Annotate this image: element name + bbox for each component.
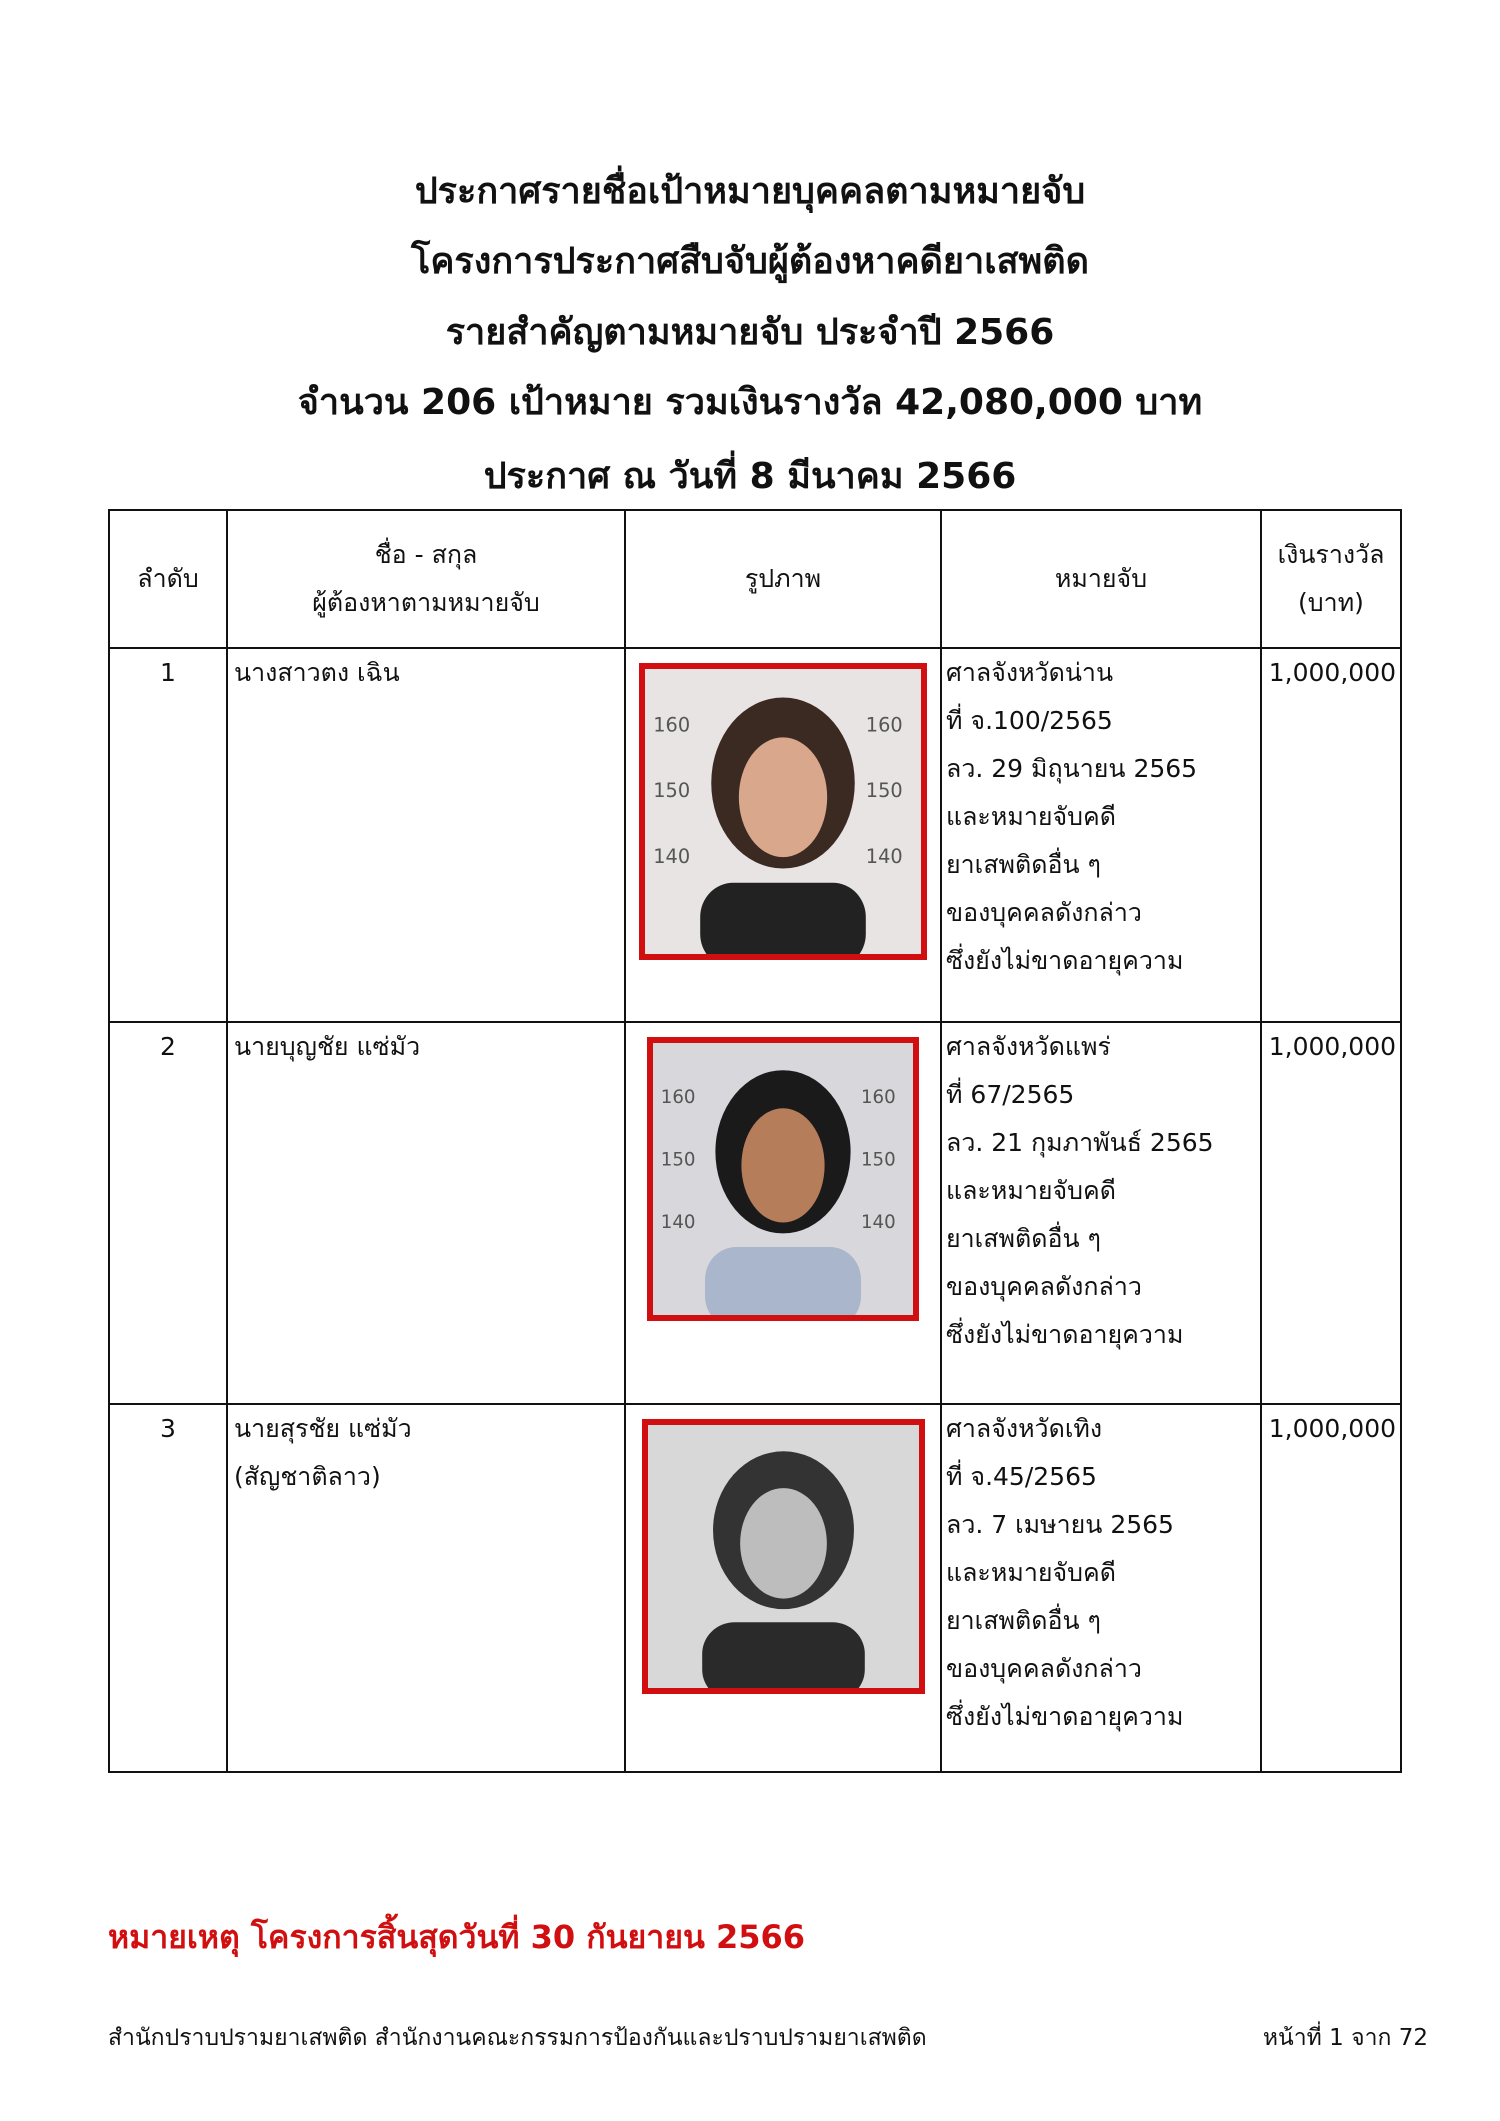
- suspect-photo: [647, 1037, 919, 1321]
- suspect-photo: [642, 1419, 925, 1694]
- warrant-line: ที่ จ.100/2565: [946, 706, 1113, 735]
- name-line: นางสาวตง เฉิน: [234, 658, 400, 687]
- warrant-line: ลว. 7 เมษายน 2565: [946, 1510, 1174, 1539]
- svg-text:160: 160: [653, 713, 691, 737]
- svg-text:150: 150: [861, 1149, 896, 1171]
- warrant-line: ลว. 21 กุมภาพันธ์ 2565: [946, 1128, 1214, 1157]
- warrant-line: ศาลจังหวัดแพร่: [946, 1032, 1111, 1061]
- title-line-2: โครงการประกาศสืบจับผู้ต้องหาคดียาเสพติด: [411, 241, 1089, 282]
- col-name-line2: ผู้ต้องหาตามหมายจับ: [312, 588, 540, 617]
- title-line-3: รายสำคัญตามหมายจับ ประจำปี 2566: [445, 312, 1055, 353]
- svg-text:160: 160: [861, 1086, 896, 1108]
- warrant-line: ซึ่งยังไม่ขาดอายุความ: [946, 1702, 1184, 1731]
- table-header: [109, 510, 1401, 648]
- warrant-line: ที่ จ.45/2565: [946, 1462, 1097, 1491]
- warrant-line: ศาลจังหวัดน่าน: [946, 658, 1114, 687]
- photo-cell: [625, 1022, 941, 1404]
- row-number: 1: [109, 648, 227, 1022]
- col-photo: รูปภาพ: [625, 510, 941, 648]
- reward-amount: 1,000,000: [1261, 1022, 1401, 1404]
- photo-cell: [625, 1404, 941, 1772]
- svg-text:140: 140: [861, 1211, 896, 1234]
- name-line: นายบุญชัย แซ่มัว: [234, 1032, 421, 1061]
- col-reward: [1261, 510, 1401, 648]
- svg-text:140: 140: [653, 844, 691, 868]
- warrant-line: ที่ 67/2565: [946, 1080, 1075, 1109]
- warrant-line: ยาเสพติดอื่น ๆ: [946, 850, 1101, 879]
- warrant-cell: [941, 1022, 1261, 1404]
- warrant-line: ของบุคคลดังกล่าว: [946, 898, 1142, 927]
- wanted-table: [108, 509, 1402, 1773]
- col-reward-line1: เงินรางวัล: [1277, 540, 1385, 569]
- name-line: นายสุรชัย แซ่มัว: [234, 1414, 412, 1443]
- suspect-name: [227, 1022, 625, 1404]
- warrant-line: และหมายจับคดี: [946, 802, 1116, 831]
- title-line-5: ประกาศ ณ วันที่ 8 มีนาคม 2566: [483, 456, 1017, 497]
- footer-organization: สำนักปราบปรามยาเสพติด สำนักงานคณะกรรมการป้องกันและปราบปรามยาเสพติด: [108, 2025, 927, 2051]
- row-number: 3: [109, 1404, 227, 1772]
- col-name: [227, 510, 625, 648]
- col-warrant: หมายจับ: [941, 510, 1261, 648]
- table-row: [109, 1022, 1401, 1404]
- col-name-line1: ชื่อ - สกุล: [374, 540, 478, 569]
- svg-text:140: 140: [660, 1211, 696, 1234]
- nationality: (สัญชาติลาว): [234, 1462, 381, 1491]
- warrant-line: ของบุคคลดังกล่าว: [946, 1654, 1142, 1683]
- warrant-cell: [941, 648, 1261, 1022]
- svg-text:160: 160: [660, 1086, 696, 1108]
- row-number: 2: [109, 1022, 227, 1404]
- reward-amount: 1,000,000: [1261, 648, 1401, 1022]
- page-number: หน้าที่ 1 จาก 72: [1262, 2025, 1428, 2051]
- warrant-line: ยาเสพติดอื่น ๆ: [946, 1606, 1101, 1635]
- title-line-4: จำนวน 206 เป้าหมาย รวมเงินรางวัล 42,080,000 บาท: [297, 382, 1203, 423]
- suspect-name: [227, 648, 625, 1022]
- title-line-1: ประกาศรายชื่อเป้าหมายบุคคลตามหมายจับ: [414, 171, 1086, 212]
- warrant-line: และหมายจับคดี: [946, 1176, 1116, 1205]
- warrant-cell: [941, 1404, 1261, 1772]
- suspect-photo: [639, 663, 927, 960]
- warrant-line: ของบุคคลดังกล่าว: [946, 1272, 1142, 1301]
- svg-text:150: 150: [865, 778, 903, 803]
- warrant-line: ลว. 29 มิถุนายน 2565: [946, 754, 1198, 783]
- warrant-line: ซึ่งยังไม่ขาดอายุความ: [946, 1320, 1184, 1349]
- warrant-line: ศาลจังหวัดเทิง: [946, 1414, 1103, 1443]
- warrant-line: และหมายจับคดี: [946, 1558, 1116, 1587]
- svg-text:140: 140: [865, 844, 903, 868]
- table-row: [109, 1404, 1401, 1772]
- col-no: ลำดับ: [109, 510, 227, 648]
- warrant-line: ยาเสพติดอื่น ๆ: [946, 1224, 1101, 1253]
- svg-text:160: 160: [865, 713, 903, 737]
- svg-text:150: 150: [660, 1149, 696, 1171]
- suspect-name: [227, 1404, 625, 1772]
- table-row: [109, 648, 1401, 1022]
- svg-text:150: 150: [653, 778, 691, 803]
- project-end-note: หมายเหตุ โครงการสิ้นสุดวันที่ 30 กันยายน 2566: [108, 1918, 806, 1956]
- col-reward-line2: (บาท): [1298, 588, 1364, 617]
- warrant-line: ซึ่งยังไม่ขาดอายุความ: [946, 946, 1184, 975]
- reward-amount: 1,000,000: [1261, 1404, 1401, 1772]
- photo-cell: [625, 648, 941, 1022]
